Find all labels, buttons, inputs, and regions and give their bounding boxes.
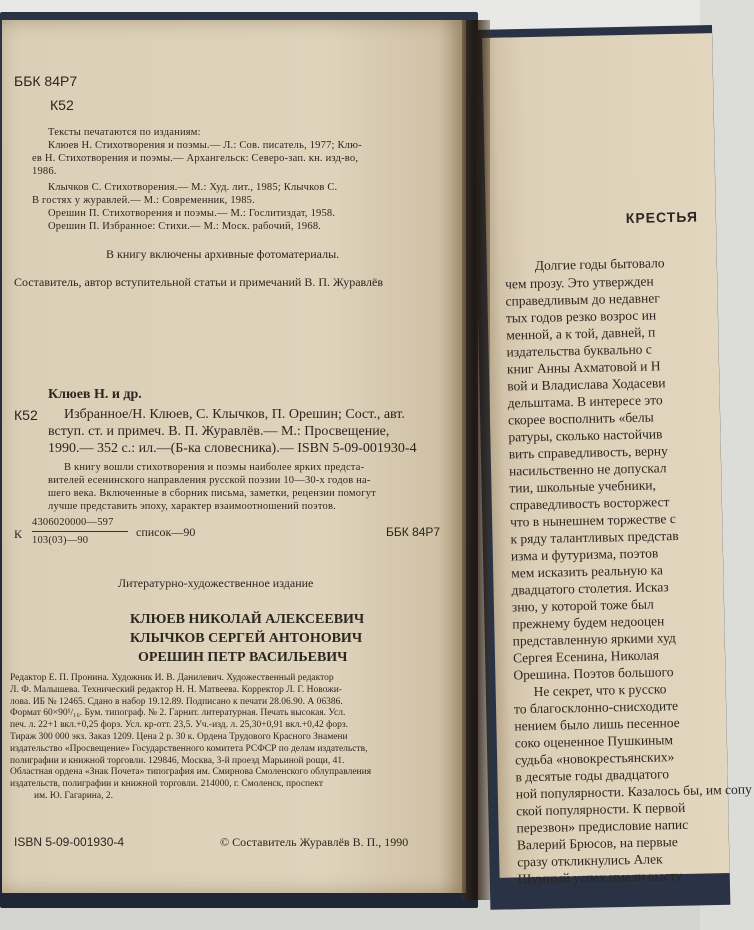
text-line: что в нынешнем торжестве с — [509, 511, 676, 530]
imprint-line: издательств, полиграфии и книжной торговли. 214000, г. Смоленск, проспект — [10, 779, 323, 790]
imprint-line: Формат 60×90¹/₁₆. Бум. типограф. № 2. Гарнит. литературная. Печать высокая. Усл. — [10, 708, 346, 719]
text-line: двадцатого столетия. Исказ — [511, 579, 669, 598]
imprint-line: лова. ИБ № 12465. Сдано в набор 19.12.89. Подписано к печати 28.06.90. А 06386. — [10, 696, 343, 707]
imprint-line: Областная ордена «Знак Почета» типография им. Смирнова Смоленского облуправления — [10, 767, 372, 778]
imprint-line: издательство «Просвещение» Государственного комитета РСФСР по делам издательств, — [10, 743, 368, 754]
fraction-list: список—90 — [136, 525, 196, 539]
source-line: В гостях у журавлей.— М.: Современник, 1985. — [32, 195, 255, 206]
text-line: справедливость восторжест — [509, 494, 670, 513]
text-line: менной, а к той, давней, п — [506, 324, 656, 343]
author-name: КЛЫЧКОВ СЕРГЕЙ АНТОНОВИЧ — [130, 631, 363, 646]
copyright-line: © Составитель Журавлёв В. П., 1990 — [220, 835, 409, 849]
catalog-code: К52 — [14, 407, 38, 423]
text-line: Не секрет, что к русско — [533, 681, 667, 700]
bbk-bottom: ББК 84Р7 — [386, 525, 441, 539]
text-line: насильственно не допускал — [508, 460, 667, 479]
text-line: ской популярности. К первой — [516, 799, 686, 819]
sources-intro: Тексты печатаются по изданиям: — [48, 127, 201, 138]
catalog-line: вступ. ст. и примеч. В. П. Журавлёв.— М.: Просвещение, — [48, 424, 390, 439]
imprint-line: полиграфии и книжной торговли. 129846, Москва, 3-й проезд Марьиной рощи, 41. — [10, 755, 345, 766]
imprint-line: печ. л. 22+1 вкл.+0,25 форз. Усл. кр-отт. 23,5. Уч.-изд. л. 25,30+0,91 вкл.+0,42 форз. — [10, 720, 349, 731]
source-line: ев Н. Стихотворения и поэмы.— Архангельск: Северо-зап. кн. изд-во, — [32, 153, 359, 164]
annotation-line: вителей есенинского направления русской поэзии 10—30-х годов на- — [48, 475, 371, 486]
source-line: Орешин П. Избранное: Стихи.— М.: Моск. рабочий, 1968. — [48, 221, 322, 232]
right-page-heading: КРЕСТЬЯ — [625, 208, 699, 227]
text-line: вить справедливость, верну — [508, 443, 668, 462]
text-line: справедливым до недавнег — [505, 290, 660, 309]
text-line: тых годов резко возрос ин — [505, 307, 657, 326]
text-line: скорее восполнить «белы — [507, 409, 654, 428]
catalog-line: Избранное/Н. Клюев, С. Клычков, П. Орешин; Сост., авт. — [64, 407, 405, 422]
text-line: тии, школьные учебники, — [509, 477, 657, 496]
isbn-bottom: ISBN 5-09-001930-4 — [14, 835, 125, 849]
imprint-line: Тираж 300 000 экз. Заказ 1209. Цена 2 р. 30 к. Ордена Трудового Красного Знамени — [10, 731, 348, 742]
archive-note: В книгу включены архивные фотоматериалы. — [106, 247, 340, 261]
annotation-line: В книгу вошли стихотворения и поэмы наиболее ярких предста- — [64, 462, 365, 473]
text-line: сразу откликнулись Алек — [517, 851, 663, 870]
catalog-heading: Клюев Н. и др. — [48, 387, 142, 402]
source-line: 1986. — [32, 166, 57, 177]
imprint-line: Редактор Е. П. Пронина. Художник И. В. Данилевич. Художественный редактор — [10, 673, 334, 683]
source-line: Орешин П. Стихотворения и поэмы.— М.: Гослитиздат, 1958. — [48, 208, 336, 219]
text-line: Долгие годы бытовало — [534, 255, 665, 273]
text-line: Сергея Есенина, Николая — [512, 647, 660, 666]
fraction-numerator: 4306020000—597 — [32, 517, 114, 528]
imprint-line: Л. Ф. Малышева. Технический редактор Н. Н. Матвеева. Корректор Л. Г. Новожи- — [10, 684, 342, 695]
text-line: судьба «новокрестьянских» — [514, 749, 675, 768]
text-line: перезвон» предисловие напис — [516, 816, 689, 836]
catalog-line: 1990.— 352 с.: ил.—(Б-ка словесника).— ISBN 5-09-001930-4 — [48, 441, 417, 456]
text-line: книг Анны Ахматовой и Н — [506, 358, 661, 377]
text-line: прежнему будем недооцен — [512, 613, 665, 632]
author-name: ОРЕШИН ПЕТР ВАСИЛЬЕВИЧ — [138, 650, 348, 665]
text-line: соко оцененное Пушкиным — [514, 732, 674, 751]
text-line: ной популярности. Казалось бы, им сопу — [515, 781, 752, 802]
text-line: изма и футуризма, поэтов — [510, 545, 659, 564]
text-line: то благосклонно-снисходите — [513, 698, 679, 717]
text-line: Орешина. Поэтов большого — [513, 664, 674, 683]
imprint-line: им. Ю. Гагарина, 2. — [34, 790, 113, 801]
fraction-k: К — [14, 527, 23, 541]
catalog-code-top: К52 — [50, 97, 74, 113]
edition-type: Литературно-художественное издание — [118, 576, 314, 590]
annotation-line: лучше представить эпоху, характер взаимоотношений поэтов. — [48, 501, 336, 512]
annotation-line: шего века. Включенные в сборник письма, заметки, рецензии помогут — [48, 488, 376, 499]
source-line: Клычков С. Стихотворения.— М.: Худ. лит., 1985; Клычков С. — [48, 182, 338, 193]
text-line: Валерий Брюсов, на первые — [516, 834, 678, 853]
fraction-bar — [32, 531, 128, 532]
author-name: КЛЮЕВ НИКОЛАЙ АЛЕКСЕЕВИЧ — [130, 612, 365, 627]
imprint-block — [10, 673, 458, 803]
text-line: чем прозу. Это утвержден — [505, 273, 654, 292]
right-page — [482, 33, 752, 887]
left-page — [2, 20, 466, 893]
text-line: Шумный успех имели высту — [517, 867, 683, 887]
text-line: нением было лишь песенное — [514, 715, 680, 734]
text-line: ратуры, сколько настойчив — [508, 426, 663, 445]
text-line: дельштама. В интересе это — [507, 392, 663, 411]
text-line: к ряду талантливых представ — [510, 527, 679, 547]
bbk-top: ББК 84Р7 — [14, 73, 78, 89]
source-line: Клюев Н. Стихотворения и поэмы.— Л.: Сов. писатель, 1977; Клю- — [48, 140, 362, 151]
text-line: вой и Владислава Ходасеви — [507, 375, 666, 394]
text-line: зню, у которой тоже был — [511, 596, 654, 615]
book-gutter — [462, 20, 490, 900]
text-line: представленную яркими худ — [512, 630, 676, 649]
compiler-note: Составитель, автор вступительной статьи и примечаний В. П. Журавлёв — [14, 275, 384, 289]
fraction-denominator: 103(03)—90 — [32, 535, 89, 546]
text-line: издательства буквально с — [506, 341, 652, 360]
text-line: в десятые годы двадцатого — [515, 766, 670, 785]
text-line: мем исказить реальную ка — [511, 562, 664, 581]
